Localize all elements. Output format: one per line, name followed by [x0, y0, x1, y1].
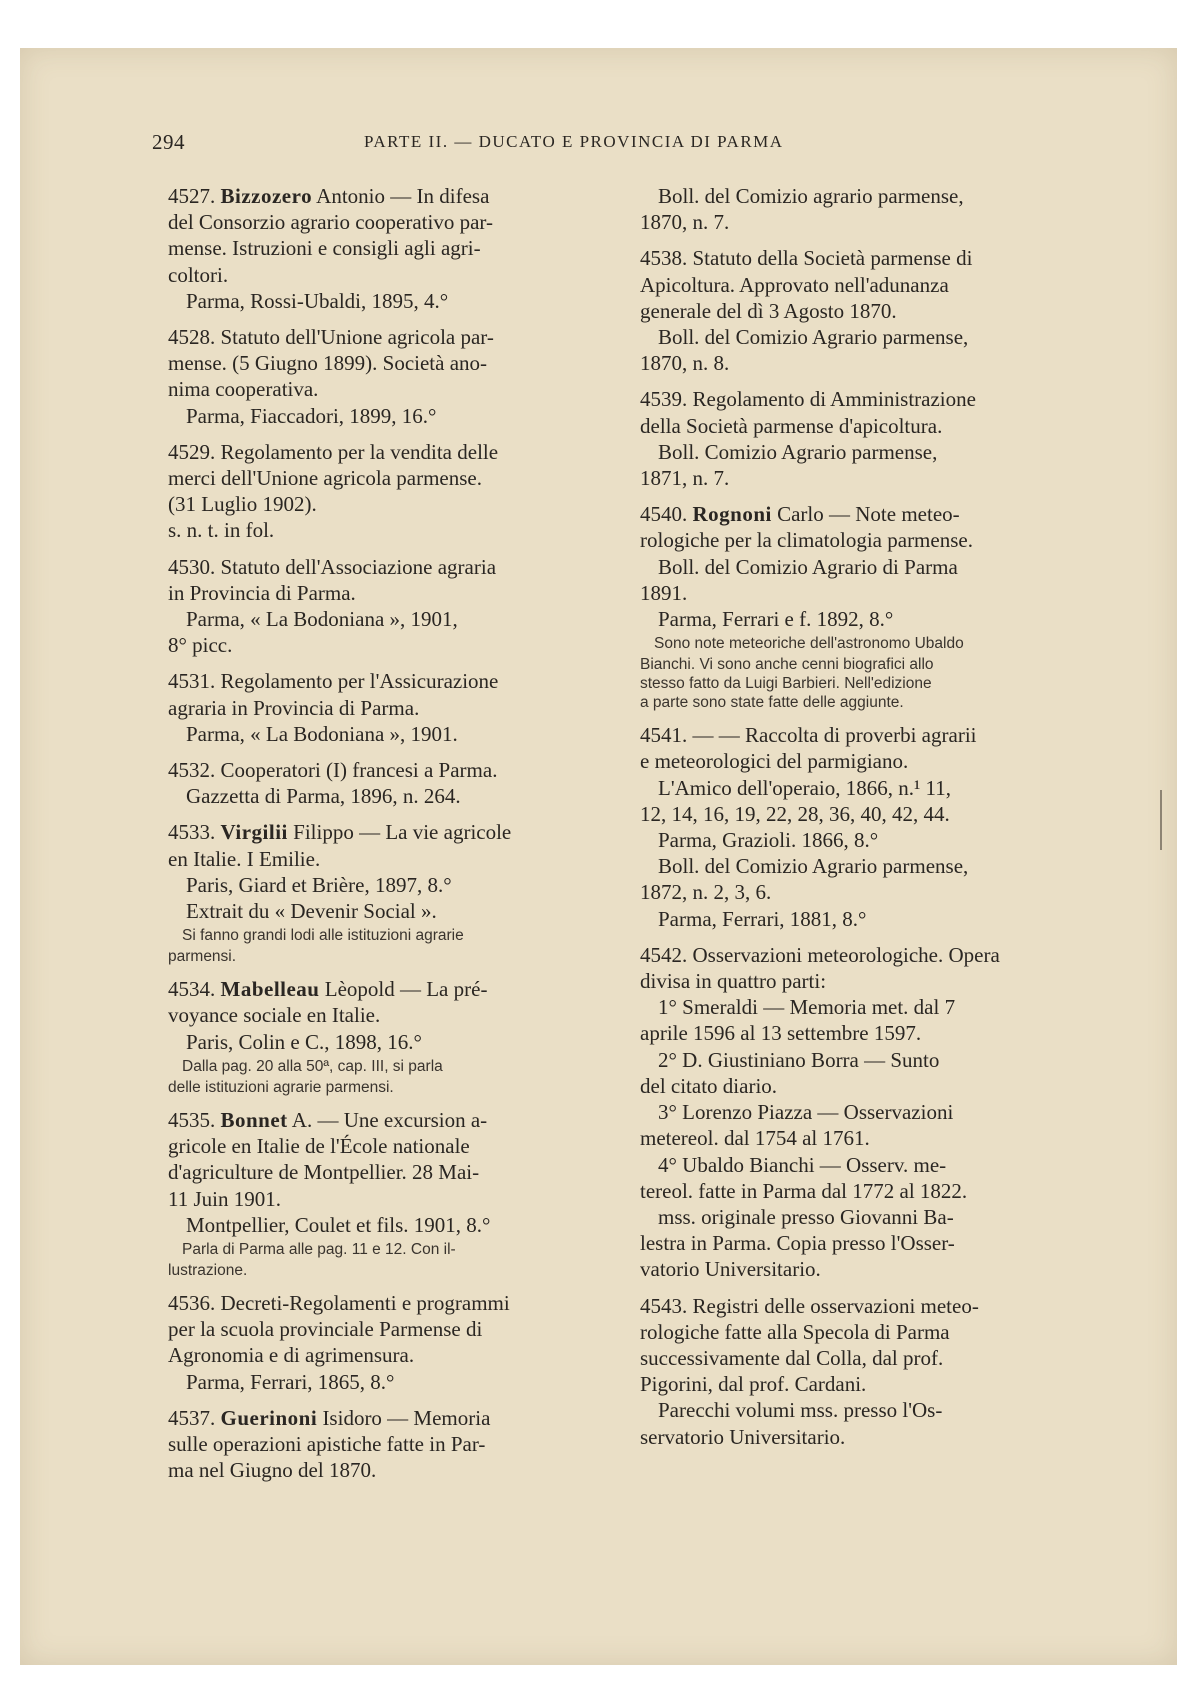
entry-line: aprile 1596 al 13 settembre 1597. — [640, 1021, 922, 1046]
entry-number: 4542. — [640, 942, 688, 967]
entry-note: Dalla pag. 20 alla 50ª, cap. III, si parla — [182, 1057, 443, 1075]
entry-line: Extrait du « Devenir Social ». — [186, 899, 437, 924]
entry-note: parmensi. — [168, 948, 237, 966]
entry-line: agraria in Provincia di Parma. — [168, 695, 420, 720]
entry-imprint: Parma, Ferrari e f. 1892, 8.° — [658, 607, 894, 632]
entry-imprint: Parma, Ferrari, 1865, 8.° — [186, 1369, 395, 1394]
entry-line: 3° Lorenzo Piazza — Osservazioni — [658, 1100, 954, 1125]
entry-line: rologiche fatte alla Specola di Parma — [640, 1319, 950, 1344]
entry-line: rologiche per la climatologia parmense. — [640, 528, 973, 553]
entry-imprint: Boll. Comizio Agrario parmense, — [658, 439, 938, 464]
entry-number: 4534. — [168, 977, 216, 1002]
entry-line: — — Raccolta di proverbi agrarii — [692, 723, 977, 748]
entry-line: tereol. fatte in Parma dal 1772 al 1822. — [640, 1178, 968, 1203]
entry-note: delle istituzioni agrarie parmensi. — [168, 1078, 394, 1096]
entry-imprint: Paris, Colin e C., 1898, 16.° — [186, 1029, 422, 1054]
entry-imprint: s. n. t. in fol. — [168, 518, 275, 543]
entry-4540 — [640, 501, 1086, 712]
entry-imprint: L'Amico dell'operaio, 1866, n.¹ 11, — [658, 775, 952, 800]
entry-line: mense. Istruzioni e consigli agli agri- — [168, 236, 481, 261]
entry-note: stesso fatto da Luigi Barbieri. Nell'edizione — [640, 675, 932, 693]
entry-line: gricole en Italie de l'École nationale — [168, 1134, 470, 1159]
entry-line: generale del dì 3 Agosto 1870. — [640, 298, 897, 323]
entry-line: 11 Juin 1901. — [168, 1186, 281, 1211]
entry-line: Pigorini, dal prof. Cardani. — [640, 1372, 867, 1397]
entry-4536 — [168, 1290, 608, 1395]
entry-author: Mabelleau — [220, 977, 320, 1002]
entry-author: Guerinoni — [220, 1405, 318, 1430]
margin-mark — [1160, 790, 1162, 850]
entry-line: 12, 14, 16, 19, 22, 28, 36, 40, 42, 44. — [640, 801, 950, 826]
entry-author: Bonnet — [220, 1107, 288, 1132]
entry-line: en Italie. I Emilie. — [168, 846, 321, 871]
entry-number: 4543. — [640, 1293, 688, 1318]
entry-imprint: Boll. del Comizio Agrario parmense, — [658, 325, 969, 350]
entry-line: Antonio — In difesa — [316, 184, 490, 208]
entry-4534 — [168, 976, 608, 1097]
entry-note: Parla di Parma alle pag. 11 e 12. Con il- — [182, 1240, 456, 1258]
entry-line: 1871, n. 7. — [640, 466, 730, 491]
entry-line: mss. originale presso Giovanni Ba- — [658, 1204, 954, 1229]
entry-line: ma nel Giugno del 1870. — [168, 1458, 377, 1483]
entry-line: 1° Smeraldi — Memoria met. dal 7 — [658, 995, 956, 1020]
entry-line: del citato diario. — [640, 1073, 778, 1098]
entry-imprint: Parma, « La Bodoniana », 1901, — [186, 607, 458, 632]
entry-note: Sono note meteoriche dell'astronomo Ubaldo — [654, 635, 964, 653]
entry-line: Osservazioni meteorologiche. Opera — [692, 942, 1000, 967]
entry-4528 — [168, 324, 608, 429]
entry-number: 4541. — [640, 723, 688, 748]
entry-line: mense. (5 Giugno 1899). Società ano- — [168, 351, 488, 376]
entry-line: 2° D. Giustiniano Borra — Sunto — [658, 1047, 940, 1072]
entry-number: 4538. — [640, 246, 688, 271]
entry-line: A. — Une excursion a- — [291, 1107, 488, 1132]
entry-4542 — [640, 942, 1086, 1283]
entry-line: Statuto dell'Unione agricola par- — [220, 325, 494, 350]
entry-line: Carlo — Note meteo- — [777, 502, 960, 527]
entry-line: nima cooperativa. — [168, 377, 319, 402]
entry-imprint: Montpellier, Coulet et fils. 1901, 8.° — [186, 1212, 491, 1237]
entry-note: Si fanno grandi lodi alle istituzioni agrarie — [182, 927, 464, 945]
entry-line: divisa in quattro parti: — [640, 969, 827, 994]
entry-line: Apicoltura. Approvato nell'adunanza — [640, 272, 949, 297]
entry-line: Lèopold — La pré- — [324, 977, 488, 1002]
entry-line: Statuto della Società parmense di — [692, 246, 973, 271]
running-head: PARTE II. — DUCATO E PROVINCIA DI PARMA — [364, 132, 784, 151]
entry-line: per la scuola provinciale Parmense di — [168, 1317, 483, 1342]
entry-4535 — [168, 1107, 608, 1280]
entry-4532 — [168, 757, 608, 809]
entry-line: Parecchi volumi mss. presso l'Os- — [658, 1398, 943, 1423]
entry-4531 — [168, 668, 608, 747]
entry-line: merci dell'Unione agricola parmense. — [168, 466, 482, 491]
entry-imprint: Parma, Ferrari, 1881, 8.° — [658, 906, 867, 931]
entry-line: vatorio Universitario. — [640, 1257, 821, 1282]
entry-imprint: Parma, Grazioli. 1866, 8.° — [658, 828, 879, 853]
entry-line: Cooperatori (I) francesi a Parma. — [220, 758, 498, 783]
entry-line: 1872, n. 2, 3, 6. — [640, 880, 772, 905]
entry-line: lestra in Parma. Copia presso l'Osser- — [640, 1231, 955, 1256]
entry-4537 — [168, 1405, 608, 1484]
entry-imprint: Parma, « La Bodoniana », 1901. — [186, 721, 458, 746]
entry-number: 4531. — [168, 669, 216, 694]
entry-line: 4° Ubaldo Bianchi — Osserv. me- — [658, 1152, 947, 1177]
entry-note: Bianchi. Vi sono anche cenni biografici allo — [640, 656, 934, 674]
entry-number: 4540. — [640, 502, 688, 527]
entry-author: Rognoni — [692, 502, 772, 527]
entry-line: 1870, n. 7. — [640, 210, 730, 235]
right-column — [640, 183, 1086, 1450]
left-column — [168, 183, 608, 1483]
entry-number: 4535. — [168, 1107, 216, 1132]
entry-number: 4539. — [640, 387, 688, 412]
entry-imprint: Boll. del Comizio Agrario di Parma — [658, 554, 958, 579]
entry-4529 — [168, 439, 608, 544]
entry-number: 4527. — [168, 184, 216, 208]
page-number: 294 — [152, 130, 185, 154]
entry-line: Regolamento per la vendita delle — [220, 439, 499, 464]
entry-line: 1870, n. 8. — [640, 351, 730, 376]
entry-author: Bizzozero — [220, 184, 313, 208]
entry-4533 — [168, 819, 608, 966]
entry-line: della Società parmense d'apicoltura. — [640, 413, 943, 438]
entry-number: 4530. — [168, 554, 216, 579]
entry-line: Filippo — La vie agricole — [293, 820, 512, 845]
entry-line: Registri delle osservazioni meteo- — [692, 1293, 979, 1318]
page-header — [152, 130, 912, 156]
entry-line: e meteorologici del parmigiano. — [640, 749, 909, 774]
entry-line: successivamente dal Colla, dal prof. — [640, 1345, 944, 1370]
entry-line: coltori. — [168, 262, 229, 287]
entry-line: 8° picc. — [168, 633, 233, 658]
entry-imprint: Parma, Rossi-Ubaldi, 1895, 4.° — [186, 288, 449, 313]
entry-note: lustrazione. — [168, 1261, 248, 1279]
entry-number: 4536. — [168, 1290, 216, 1315]
entry-number: 4529. — [168, 439, 216, 464]
entry-4537-continued — [640, 183, 1086, 235]
entry-number: 4537. — [168, 1405, 216, 1430]
entry-line: voyance sociale en Italie. — [168, 1003, 381, 1028]
entry-imprint: Boll. del Comizio Agrario parmense, — [658, 854, 969, 879]
entry-line: 1891. — [640, 580, 688, 605]
entry-note: a parte sono state fatte delle aggiunte. — [640, 694, 904, 712]
entry-line: Decreti-Regolamenti e programmi — [220, 1290, 510, 1315]
entry-number: 4533. — [168, 820, 216, 845]
entry-line: Regolamento di Amministrazione — [692, 387, 976, 412]
entry-line: Agronomia e di agrimensura. — [168, 1343, 415, 1368]
entry-4527 — [168, 183, 608, 314]
entry-line: Isidoro — Memoria — [322, 1405, 491, 1430]
entry-imprint: Gazzetta di Parma, 1896, n. 264. — [186, 784, 461, 809]
entry-line: Regolamento per l'Assicurazione — [220, 669, 499, 694]
entry-number: 4528. — [168, 325, 216, 350]
entry-number: 4532. — [168, 758, 216, 783]
entry-4541 — [640, 722, 1086, 932]
entry-4539 — [640, 386, 1086, 491]
entry-line: d'agriculture de Montpellier. 28 Mai- — [168, 1160, 480, 1185]
entry-line: meterеol. dal 1754 al 1761. — [640, 1126, 870, 1151]
entry-line: Statuto dell'Associazione agraria — [220, 554, 497, 579]
entry-author: Virgilii — [220, 820, 288, 845]
entry-imprint: Boll. del Comizio agrario parmense, — [658, 184, 964, 208]
entry-line: sulle operazioni apistiche fatte in Par- — [168, 1431, 486, 1456]
entry-line: del Consorzio agrario cooperativo par- — [168, 210, 493, 235]
entry-4530 — [168, 554, 608, 659]
entry-imprint: Paris, Giard et Brière, 1897, 8.° — [186, 872, 452, 897]
entry-line: servatorio Universitario. — [640, 1424, 846, 1449]
entry-line: (31 Luglio 1902). — [168, 492, 317, 517]
entry-imprint: Parma, Fiaccadori, 1899, 16.° — [186, 403, 437, 428]
entry-line: in Provincia di Parma. — [168, 580, 356, 605]
entry-4543 — [640, 1293, 1086, 1450]
entry-4538 — [640, 245, 1086, 376]
